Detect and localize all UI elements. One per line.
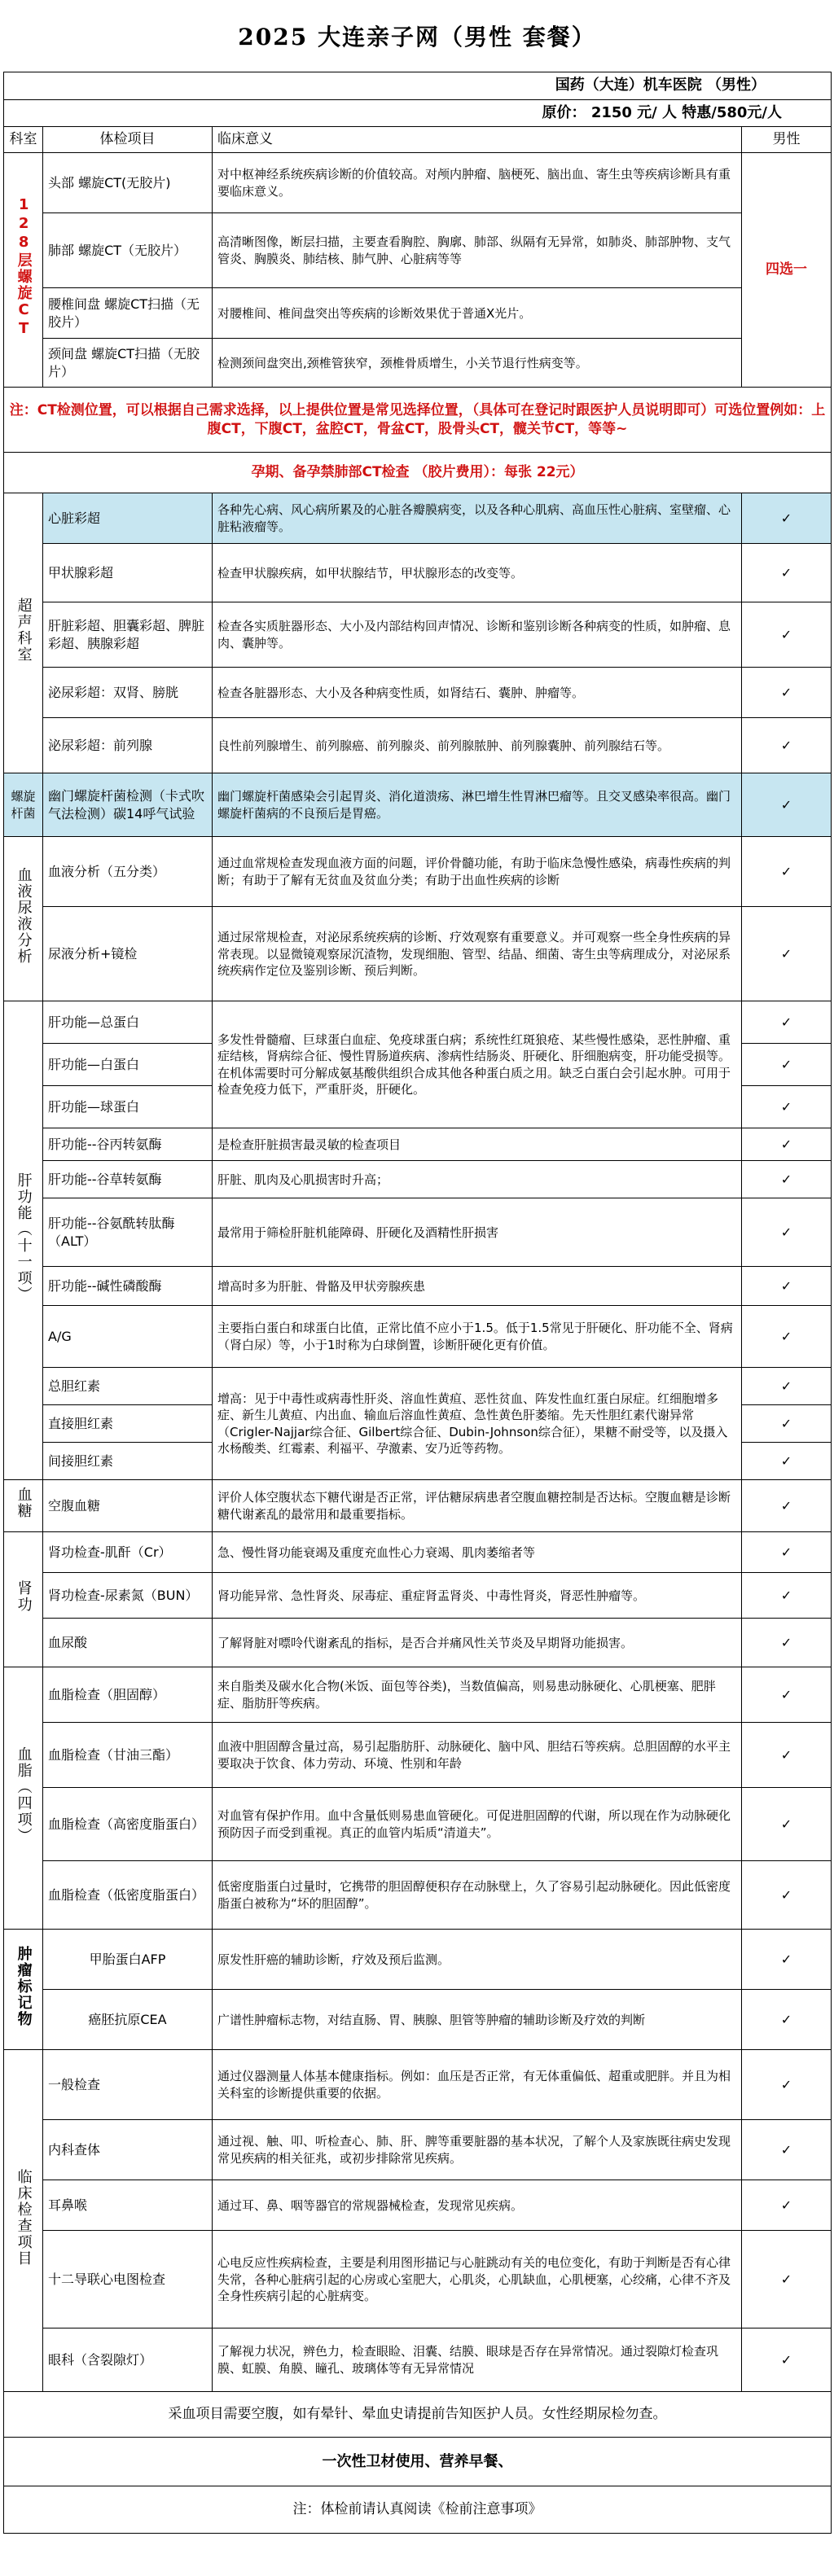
check-mark: ✓: [742, 1128, 832, 1161]
kidney-desc-cr: 急、慢性肾功能衰竭及重度充血性心力衰竭、肌肉萎缩者等: [213, 1532, 742, 1573]
category-kidney: 肾功: [4, 1532, 43, 1667]
tumor-item-cea: 癌胚抗原CEA: [43, 1990, 213, 2050]
kidney-desc-ua: 了解肾脏对嘌呤代谢紊乱的指标，是否合并痛风性关节炎及早期肾功能损害。: [213, 1619, 742, 1667]
us-item-thyroid: 甲状腺彩超: [43, 544, 213, 602]
liver-item-indirect-bilirubin: 间接胆红素: [43, 1443, 213, 1480]
ct-item-head: 头部 螺旋CT(无胶片): [43, 153, 213, 213]
ct-item-cervical: 颈间盘 螺旋CT扫描（无胶片）: [43, 339, 213, 388]
check-mark: ✓: [742, 1930, 832, 1990]
tumor-desc-afp: 原发性肝癌的辅助诊断，疗效及预后监测。: [213, 1930, 742, 1990]
page-title: 2025 大连亲子网（男性 套餐）: [238, 24, 596, 50]
liver-item-ggt: 肝功能--谷氨酰转肽酶（ALT）: [43, 1198, 213, 1267]
check-mark: ✓: [742, 1368, 832, 1405]
clinical-desc-internal: 通过视、触、叩、听检查心、肺、肝、脾等重要脏器的基本状况，了解个人及家族既往病史发现常见疾病的相关征兆，或初步排除常见疾病。: [213, 2120, 742, 2180]
check-mark: ✓: [742, 1480, 832, 1532]
check-mark: ✓: [742, 1044, 832, 1086]
check-mark: ✓: [742, 544, 832, 602]
clinical-item-general: 一般检查: [43, 2050, 213, 2120]
check-mark: ✓: [742, 1405, 832, 1443]
us-item-liver: 肝脏彩超、胆囊彩超、脾脏彩超、胰腺彩超: [43, 602, 213, 668]
check-mark: ✓: [742, 1161, 832, 1198]
check-mark: ✓: [742, 1861, 832, 1930]
liver-bilirubin-desc: 增高：见于中毒性或病毒性肝炎、溶血性黄疸、恶性贫血、阵发性血红蛋白尿症。红细胞增多症、新生儿黄疸、内出血、输血后溶血性黄疸、急性黄色肝萎缩。先天性胆红素代谢异常（Crigler-Najjar综合征、Gilbert综合征、Dubin-Johnson综合征），果糖不耐受等，以及摄入水杨酸类、红霉素、利福平、孕激素、安乃近等药物。: [213, 1368, 742, 1480]
liver-desc-ast: 肝脏、肌肉及心肌损害时升高；: [213, 1161, 742, 1198]
check-mark: ✓: [742, 1443, 832, 1480]
kidney-desc-bun: 肾功能异常、急性肾炎、尿毒症、重症肾盂肾炎、中毒性肾炎，肾恶性肿瘤等。: [213, 1573, 742, 1619]
category-liver: 肝功能（十一项）: [4, 1001, 43, 1480]
liver-protein-desc: 多发性骨髓瘤、巨球蛋白血症、免疫球蛋白病；系统性红斑狼疮、某些慢性感染，恶性肿瘤、重症结核，肾病综合征、慢性胃肠道疾病、渗病性结肠炎、肝硬化、肝细胞病变，肝功能受损等。在机体需要时可分解成氨基酸供组织合成其他各种蛋白质之用。缺乏白蛋白会引起水肿。可用于检查免疫力低下，严重肝炎，肝硬化。: [213, 1001, 742, 1128]
check-mark: ✓: [742, 1198, 832, 1267]
liver-desc-alp: 增高时多为肝脏、骨骼及甲状旁腺疾患: [213, 1267, 742, 1306]
check-mark: ✓: [742, 1573, 832, 1619]
ct-note: 注：CT检测位置，可以根据自己需求选择，以上提供位置是常见选择位置，（具体可在登记时跟医护人员说明即可）可选位置例如：上腹CT，下腹CT，盆腔CT，骨盆CT，股骨头CT，髋关节CT，等等~: [4, 388, 832, 453]
col-header-item: 体检项目: [43, 127, 213, 153]
urine-item: 尿液分析+镜检: [43, 907, 213, 1001]
liver-item-total-bilirubin: 总胆红素: [43, 1368, 213, 1405]
category-ultrasound: 超声科室: [4, 493, 43, 773]
glucose-desc: 评价人体空腹状态下糖代谢是否正常，评估糖尿病患者空腹血糖控制是否达标。空腹血糖是诊断糖代谢紊乱的最常用和最重要指标。: [213, 1480, 742, 1532]
us-desc-liver: 检查各实质脏器形态、大小及内部结构回声情况、诊断和鉴别诊断各种病变的性质，如肿瘤、息肉、囊肿等。: [213, 602, 742, 668]
check-mark: ✓: [742, 1619, 832, 1667]
clinical-item-ent: 耳鼻喉: [43, 2180, 213, 2231]
lipid-item-hdl: 血脂检查（高密度脂蛋白）: [43, 1788, 213, 1861]
glucose-item: 空腹血糖: [43, 1480, 213, 1532]
hp-desc: 幽门螺旋杆菌感染会引起胃炎、消化道溃疡、淋巴增生性胃淋巴瘤等。且交叉感染率很高。幽门螺旋杆菌病的不良预后是胃癌。: [213, 773, 742, 837]
kidney-item-cr: 肾功检查-肌酐（Cr）: [43, 1532, 213, 1573]
ct-notice: 孕期、备孕禁肺部CT检查 （胶片费用）：每张 22元）: [4, 453, 832, 493]
us-item-prostate: 泌尿彩超：前列腺: [43, 718, 213, 773]
tumor-desc-cea: 广谱性肿瘤标志物，对结直肠、胃、胰腺、胆管等肿瘤的辅助诊断及疗效的判断: [213, 1990, 742, 2050]
clinical-item-ecg: 十二导联心电图检查: [43, 2231, 213, 2328]
footer-blood-note: 采血项目需要空腹，如有晕针、晕血史请提前告知医护人员。女性经期尿检勿查。: [4, 2392, 832, 2438]
check-mark: ✓: [742, 2120, 832, 2180]
clinical-desc-ent: 通过耳、鼻、咽等器官的常规器械检查，发现常见疾病。: [213, 2180, 742, 2231]
tumor-item-afp: 甲胎蛋白AFP: [43, 1930, 213, 1990]
lipid-item-chol: 血脂检查（胆固醇）: [43, 1667, 213, 1723]
price-line: 原价： 2150 元/ 人 特惠/580元/人: [4, 100, 832, 127]
blood-item: 血液分析（五分类）: [43, 837, 213, 907]
clinical-desc-general: 通过仪器测量人体基本健康指标。例如：血压是否正常，有无体重偏低、超重或肥胖。并且为相关科室的诊断提供重要的依据。: [213, 2050, 742, 2120]
check-mark: ✓: [742, 2328, 832, 2392]
liver-item-total-protein: 肝功能—总蛋白: [43, 1001, 213, 1044]
col-header-section: 科室: [4, 127, 43, 153]
ct-desc-lumbar: 对腰椎间、椎间盘突出等疾病的诊断效果优于普通X光片。: [213, 288, 742, 339]
liver-item-ast: 肝功能--谷草转氨酶: [43, 1161, 213, 1198]
lipid-item-ldl: 血脂检查（低密度脂蛋白）: [43, 1861, 213, 1930]
check-mark: ✓: [742, 2231, 832, 2328]
hp-item: 幽门螺旋杆菌检测（卡式吹气法检测）碳14呼气试验: [43, 773, 213, 837]
footer-reminder: 注：体检前请认真阅读《检前注意事项》: [4, 2486, 832, 2534]
check-mark: ✓: [742, 1667, 832, 1723]
clinical-item-internal: 内科查体: [43, 2120, 213, 2180]
category-clinical: 临床检查项目: [4, 2050, 43, 2392]
liver-item-globulin: 肝功能—球蛋白: [43, 1086, 213, 1128]
ct-item-lung: 肺部 螺旋CT（无胶片）: [43, 213, 213, 288]
urine-desc: 通过尿常规检查，对泌尿系统疾病的诊断、疗效观察有重要意义。并可观察一些全身性疾病的异常表现。以显微镜观察尿沉渣物，发现细胞、管型、结晶、细菌、寄生虫等病理成分，对泌尿系统疾病作定位及鉴别诊断、预后判断。: [213, 907, 742, 1001]
ct-desc-cervical: 检测颈间盘突出,颈椎管狭窄，颈椎骨质增生，小关节退行性病变等。: [213, 339, 742, 388]
category-glucose: 血糖: [4, 1480, 43, 1532]
us-item-kidney: 泌尿彩超：双肾、膀胱: [43, 668, 213, 718]
us-desc-kidney: 检查各脏器形态、大小及各种病变性质，如肾结石、囊肿、肿瘤等。: [213, 668, 742, 718]
check-mark: ✓: [742, 773, 832, 837]
liver-item-alp: 肝功能--碱性磷酸酶: [43, 1267, 213, 1306]
check-mark: ✓: [742, 493, 832, 544]
check-mark: ✓: [742, 602, 832, 668]
check-mark: ✓: [742, 1001, 832, 1044]
ct-desc-head: 对中枢神经系统疾病诊断的价值较高。对颅内肿瘤、脑梗死、脑出血、寄生虫等疾病诊断具有重要临床意义。: [213, 153, 742, 213]
clinical-desc-eye: 了解视力状况，辨色力，检查眼睑、泪囊、结膜、眼球是否存在异常情况。通过裂隙灯检查巩膜、虹膜、角膜、瞳孔、玻璃体等有无异常情况: [213, 2328, 742, 2392]
check-mark: ✓: [742, 1723, 832, 1788]
col-header-meaning: 临床意义: [213, 127, 742, 153]
check-mark: ✓: [742, 1990, 832, 2050]
check-mark: ✓: [742, 1267, 832, 1306]
liver-item-ag: A/G: [43, 1306, 213, 1368]
liver-desc-ag: 主要指白蛋白和球蛋白比值，正常比值不应小于1.5。低于1.5常见于肝硬化、肝功能不全、肾病（肾白尿）等，小于1时称为白球倒置，诊断肝硬化更有价值。: [213, 1306, 742, 1368]
category-hp: 螺旋杆菌: [4, 773, 43, 837]
us-desc-thyroid: 检查甲状腺疾病，如甲状腺结节，甲状腺形态的改变等。: [213, 544, 742, 602]
lipid-desc-ldl: 低密度脂蛋白过量时，它携带的胆固醇便积存在动脉壁上，久了容易引起动脉硬化。因此低密度脂蛋白被称为“坏的胆固醇”。: [213, 1861, 742, 1930]
category-ct: 128层螺旋CT: [4, 153, 43, 388]
liver-item-alt: 肝功能--谷丙转氨酶: [43, 1128, 213, 1161]
check-mark: ✓: [742, 907, 832, 1001]
liver-item-albumin: 肝功能—白蛋白: [43, 1044, 213, 1086]
clinical-desc-ecg: 心电反应性疾病检查，主要是利用图形描记与心脏跳动有关的电位变化，有助于判断是否有心律失常，各种心脏病引起的心房或心室肥大，心肌炎，心肌缺血，心肌梗塞，心绞痛，心律不齐及全身性疾病引起的心脏病变。: [213, 2231, 742, 2328]
check-mark: ✓: [742, 668, 832, 718]
category-lipid: 血脂（四项）: [4, 1667, 43, 1930]
ct-item-lumbar: 腰椎间盘 螺旋CT扫描（无胶片）: [43, 288, 213, 339]
liver-item-direct-bilirubin: 直接胆红素: [43, 1405, 213, 1443]
check-mark: ✓: [742, 1788, 832, 1861]
lipid-desc-tg: 血液中胆固醇含量过高，易引起脂肪肝、动脉硬化、脑中风、胆结石等疾病。总胆固醇的水平主要取决于饮食、体力劳动、环境、性别和年龄: [213, 1723, 742, 1788]
us-item-heart: 心脏彩超: [43, 493, 213, 544]
col-header-male: 男性: [742, 127, 832, 153]
ct-desc-lung: 高清晰图像，断层扫描，主要查看胸腔、胸廓、肺部、纵隔有无异常，如肺炎、肺部肿物、支气管炎、胸膜炎、肺结核、肺气肿、心脏病等等: [213, 213, 742, 288]
check-mark: ✓: [742, 2050, 832, 2120]
check-mark: ✓: [742, 718, 832, 773]
us-desc-heart: 各种先心病、风心病所累及的心脏各瓣膜病变，以及各种心肌病、高血压性心脏病、室壁瘤、心脏粘液瘤等。: [213, 493, 742, 544]
lipid-desc-hdl: 对血管有保护作用。血中含量低则易患血管硬化。可促进胆固醇的代谢，所以现在作为动脉硬化预防因子而受到重视。真正的血管内垢质“清道夫”。: [213, 1788, 742, 1861]
liver-desc-ggt: 最常用于筛检肝脏机能障碍、肝硬化及酒精性肝损害: [213, 1198, 742, 1267]
us-desc-prostate: 良性前列腺增生、前列腺癌、前列腺炎、前列腺脓肿、前列腺囊肿、前列腺结石等。: [213, 718, 742, 773]
footer-gift: 一次性卫材使用、营养早餐、: [4, 2438, 832, 2486]
liver-desc-alt: 是检查肝脏损害最灵敏的检查项目: [213, 1128, 742, 1161]
check-mark: ✓: [742, 1306, 832, 1368]
hospital-line: 国药（大连）机车医院 （男性）: [4, 72, 832, 100]
check-mark: ✓: [742, 837, 832, 907]
kidney-item-bun: 肾功检查-尿素氮（BUN）: [43, 1573, 213, 1619]
lipid-desc-chol: 来自脂类及碳水化合物(米饭、面包等谷类)，当数值偏高，则易患动脉硬化、心肌梗塞、肥胖症、脂肪肝等疾病。: [213, 1667, 742, 1723]
check-mark: ✓: [742, 2180, 832, 2231]
category-tumor: 肿瘤标记物: [4, 1930, 43, 2050]
package-table: [3, 72, 832, 2534]
blood-desc: 通过血常规检查发现血液方面的问题，评价骨髓功能，有助于临床急慢性感染，病毒性疾病的判断；有助于了解有无贫血及贫血分类；有助于出血性疾病的诊断: [213, 837, 742, 907]
check-mark: ✓: [742, 1532, 832, 1573]
clinical-item-eye: 眼科（含裂隙灯）: [43, 2328, 213, 2392]
check-mark: ✓: [742, 1086, 832, 1128]
category-blood-urine: 血液尿液分析: [4, 837, 43, 1001]
kidney-item-ua: 血尿酸: [43, 1619, 213, 1667]
lipid-item-tg: 血脂检查（甘油三酯）: [43, 1723, 213, 1788]
ct-choice-label: 四选一: [742, 153, 832, 388]
